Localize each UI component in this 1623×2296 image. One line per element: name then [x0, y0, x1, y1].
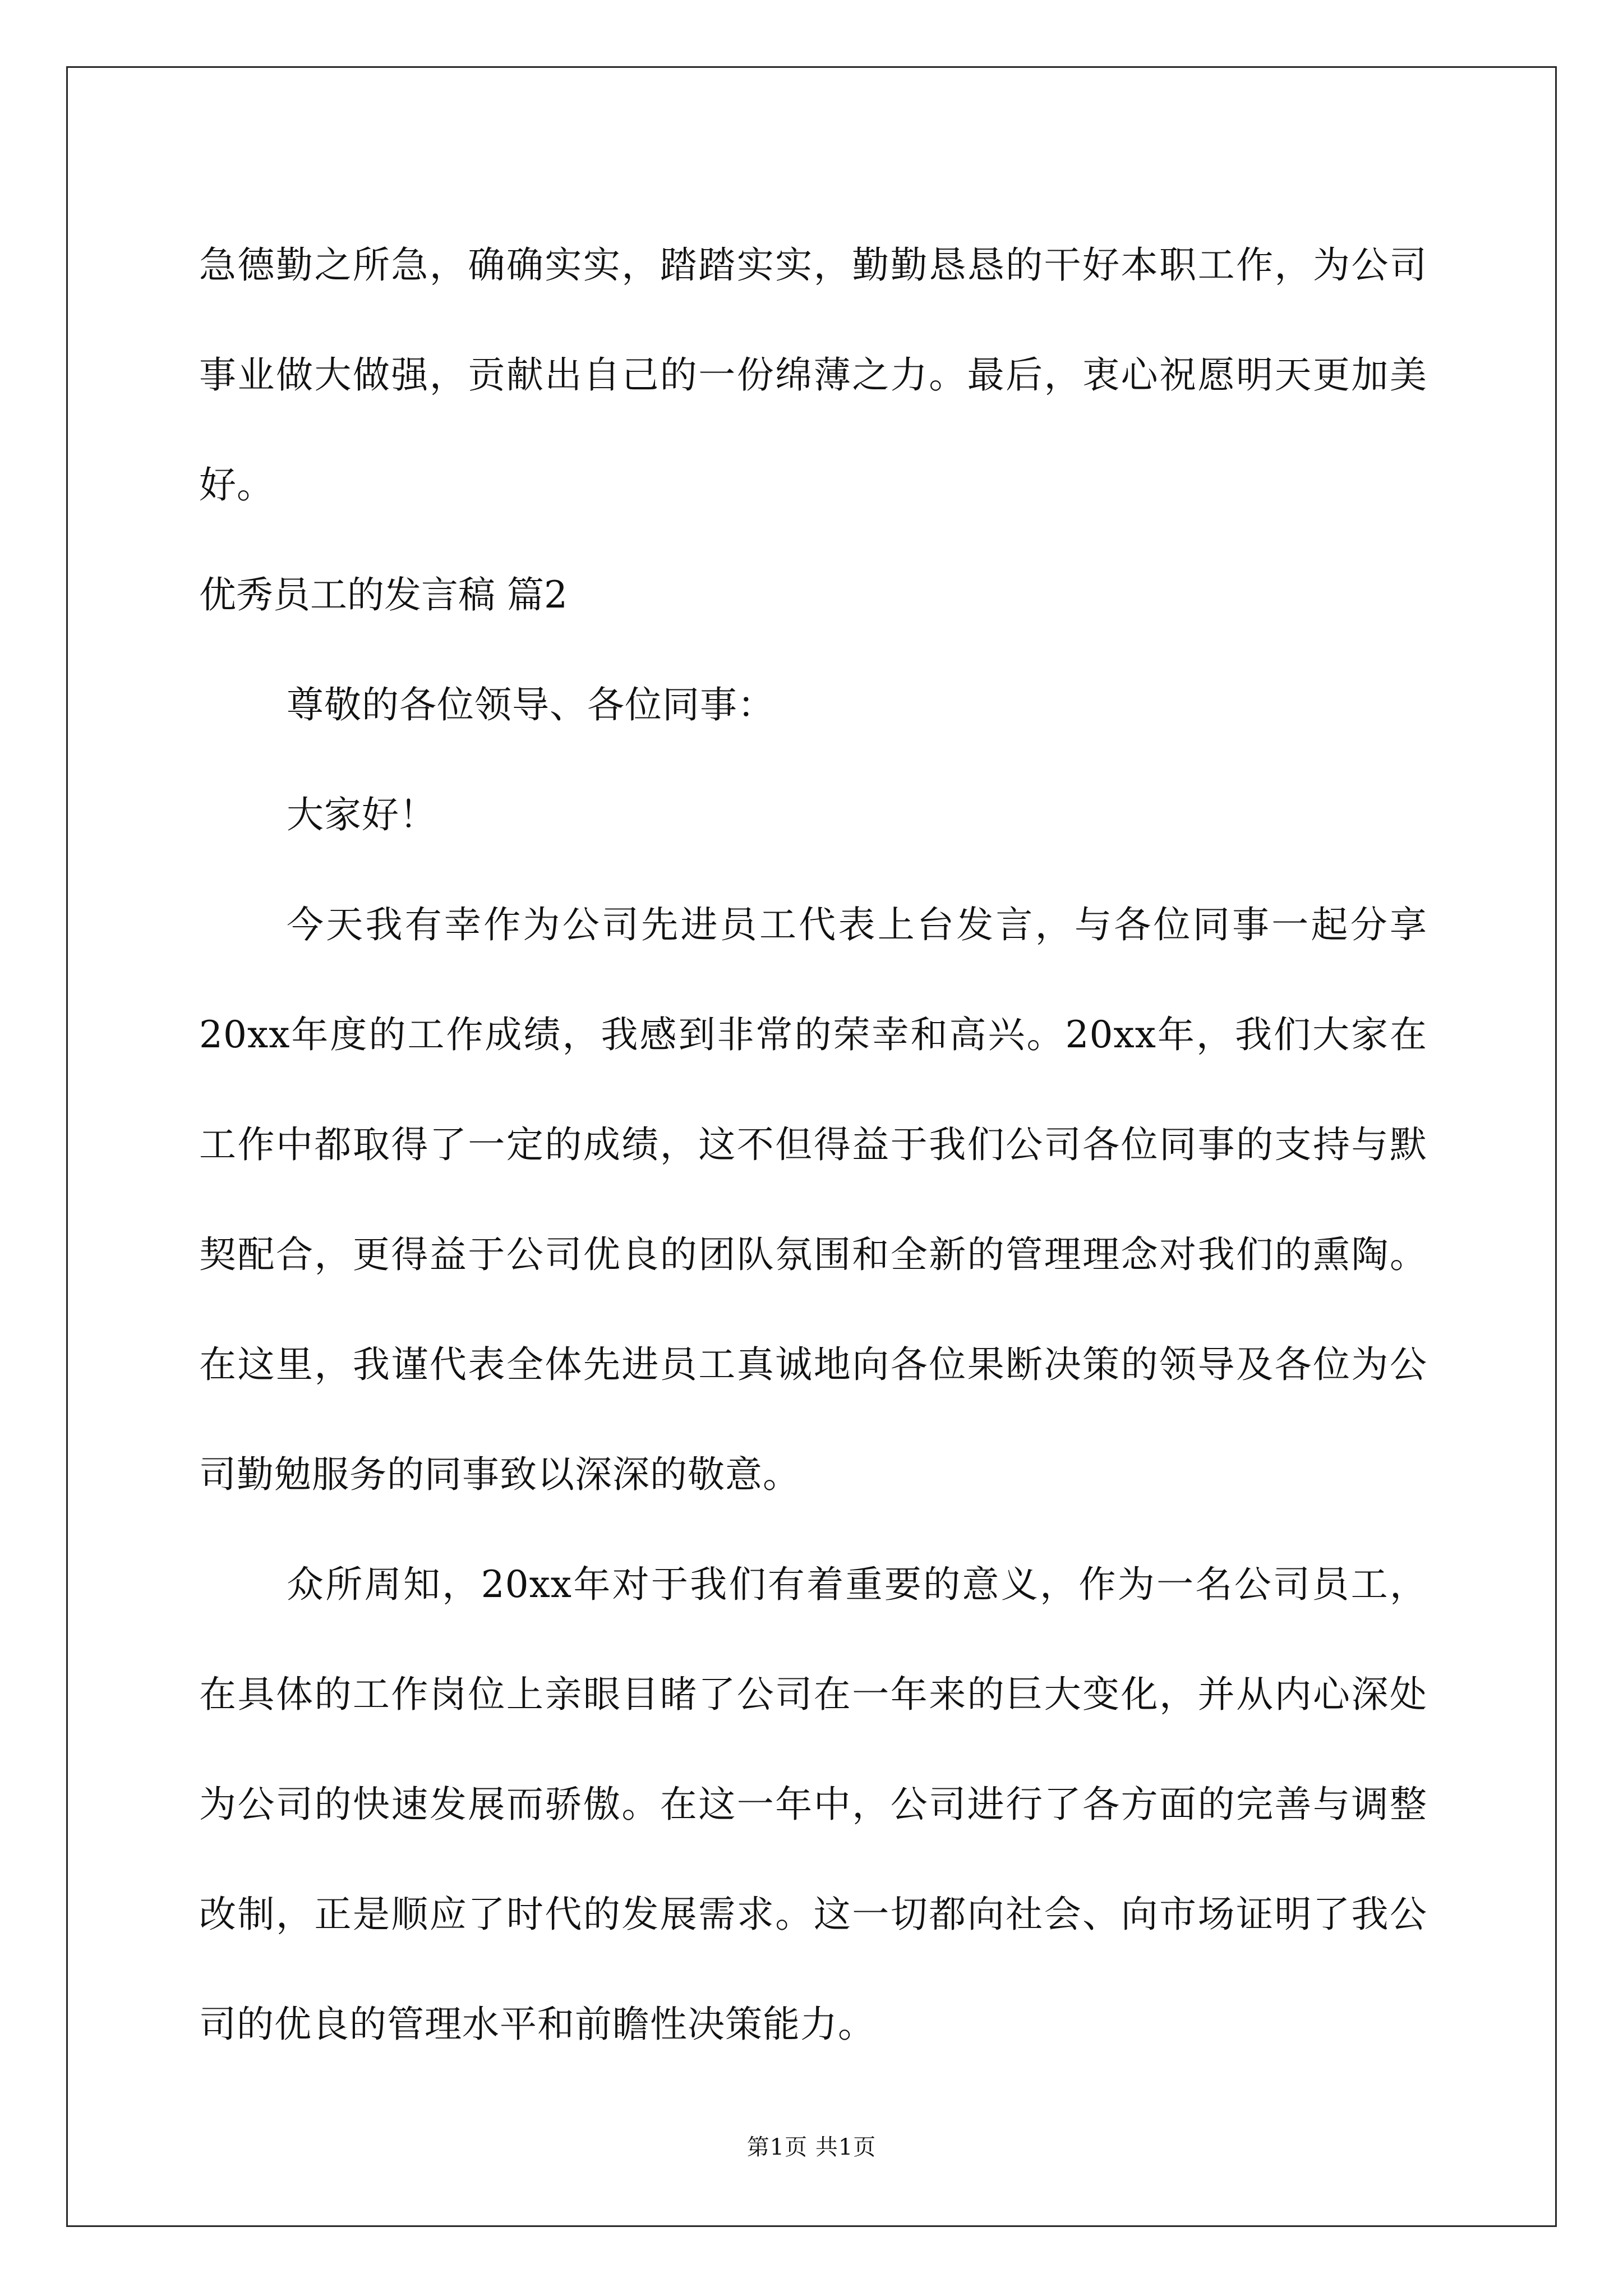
page-footer: 第1页 共1页: [746, 2134, 877, 2160]
salutation: 尊敬的各位领导、各位同事：: [287, 683, 775, 726]
paragraph-1: 急德勤之所急，确确实实，踏踏实实，勤勤恳恳的干好本职工作，为公司事业做大做强，贡献出自己的一份绵薄之力。最后，衷心祝愿明天更加美好。: [199, 243, 1427, 507]
greeting: 大家好！: [287, 793, 437, 836]
paragraph-3: 众所周知，20xx年对于我们有着重要的意义，作为一名公司员工，在具体的工作岗位上亲眼目睹了公司在一年来的巨大变化，并从内心深处为公司的快速发展而骄傲。在这一年中，公司进行了各方面的完善与调整改制，正是顺应了时代的发展需求。这一切都向社会、向市场证明了我公司的优良的管理水平和前瞻性决策能力。: [199, 1563, 1427, 2046]
section-heading: 优秀员工的发言稿 篇2: [199, 573, 568, 616]
document-body: [199, 210, 1427, 2079]
paragraph-2: 今天我有幸作为公司先进员工代表上台发言，与各位同事一起分享20xx年度的工作成绩，我感到非常的荣幸和高兴。20xx年，我们大家在工作中都取得了一定的成绩，这不但得益于我们公司各位同事的支持与默契配合，更得益于公司优良的团队氛围和全新的管理理念对我们的熏陶。在这里，我谨代表全体先进员工真诚地向各位果断决策的领导及各位为公司勤勉服务的同事致以深深的敬意。: [199, 903, 1427, 1496]
